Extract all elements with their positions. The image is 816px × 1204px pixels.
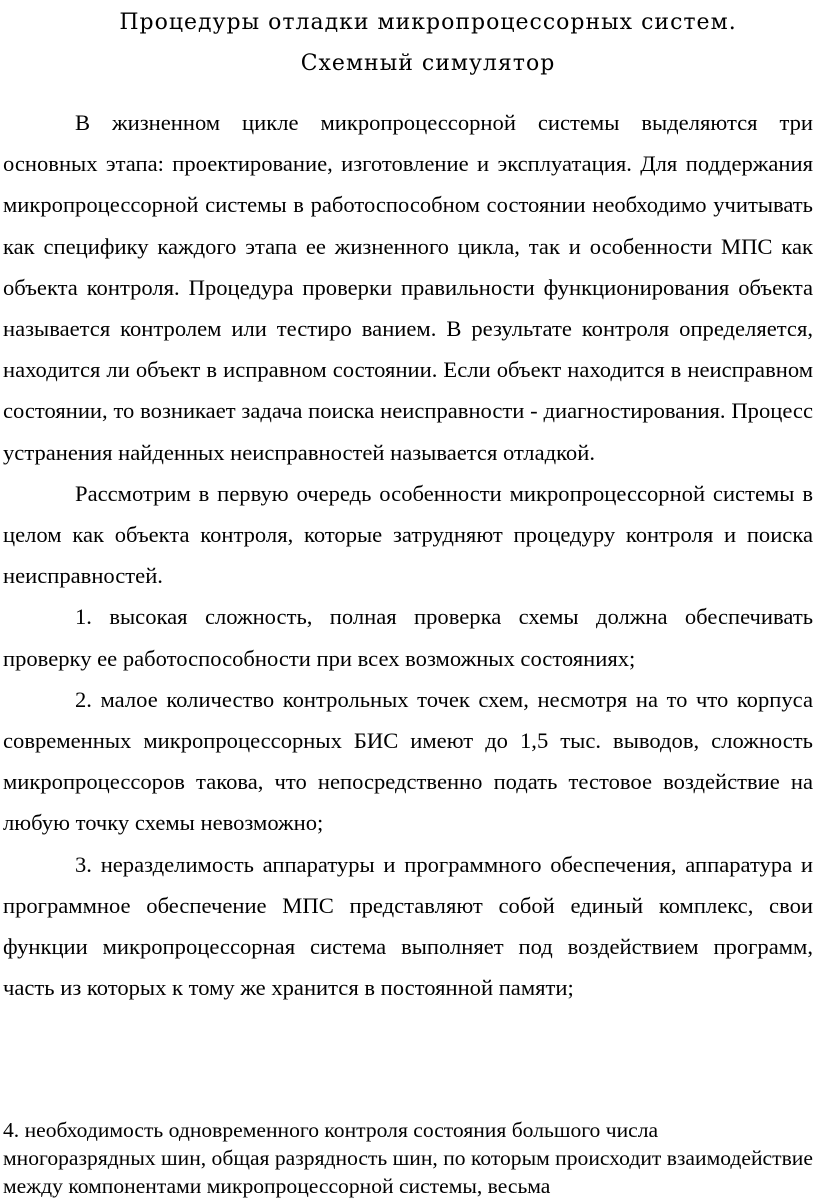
- list-item-1: 1. высокая сложность, полная проверка схемы должна обеспечивать проверку ее работоспособности при всех возможных состояниях;: [3, 604, 813, 671]
- document-body: [3, 102, 813, 1008]
- paragraph-features: Рассмотрим в первую очередь особенности микропроцессорной системы в целом как объекта контроля, которые затрудняют процедуру контроля и поиска неисправностей.: [3, 480, 813, 589]
- list-item-3: 3. неразделимость аппаратуры и программного обеспечения, аппаратура и программное обеспечение МПС представляют собой единый комплекс, свои функции микропроцессорная система выполняет под воздействием программ, часть из которых к тому же хранится в постоянной памяти;: [3, 851, 813, 1001]
- document-body-continued: [3, 1116, 815, 1200]
- paragraph-intro: В жизненном цикле микропроцессорной системы выделяются три основных этапа: проектирование, изготовление и эксплуатация. Для поддержания микропроцессорной системы в работоспособном состоянии необходимо учитывать как специфику каждого этапа ее жизненного цикла, так и особенности МПС как объекта контроля. Процедура проверки правильности функционирования объекта называется контролем или тестиро ванием. В результате контроля определяется, находится ли объект в исправном состоянии. Если объект находится в неисправном состоянии, то возникает задача поиска неисправности - диагностирования. Процесс устранения найденных неисправностей называется отладкой.: [3, 110, 813, 465]
- list-item-2: 2. малое количество контрольных точек схем, несмотря на то что корпуса современных микропроцессорных БИС имеют до 1,5 тыс. выводов, сложность микропроцессоров такова, что непосредственно подать тестовое воздействие на любую точку схемы невозможно;: [3, 686, 813, 836]
- document-title: Процедуры отладки микропроцессорных систем. Схемный симулятор: [119, 10, 737, 76]
- list-item-4: 4. необходимость одновременного контроля состояния большого числа многоразрядных шин, общая разрядность шин, по которым происходит взаимодействие между компонентами микропроцессорной системы, весьма: [3, 1118, 813, 1198]
